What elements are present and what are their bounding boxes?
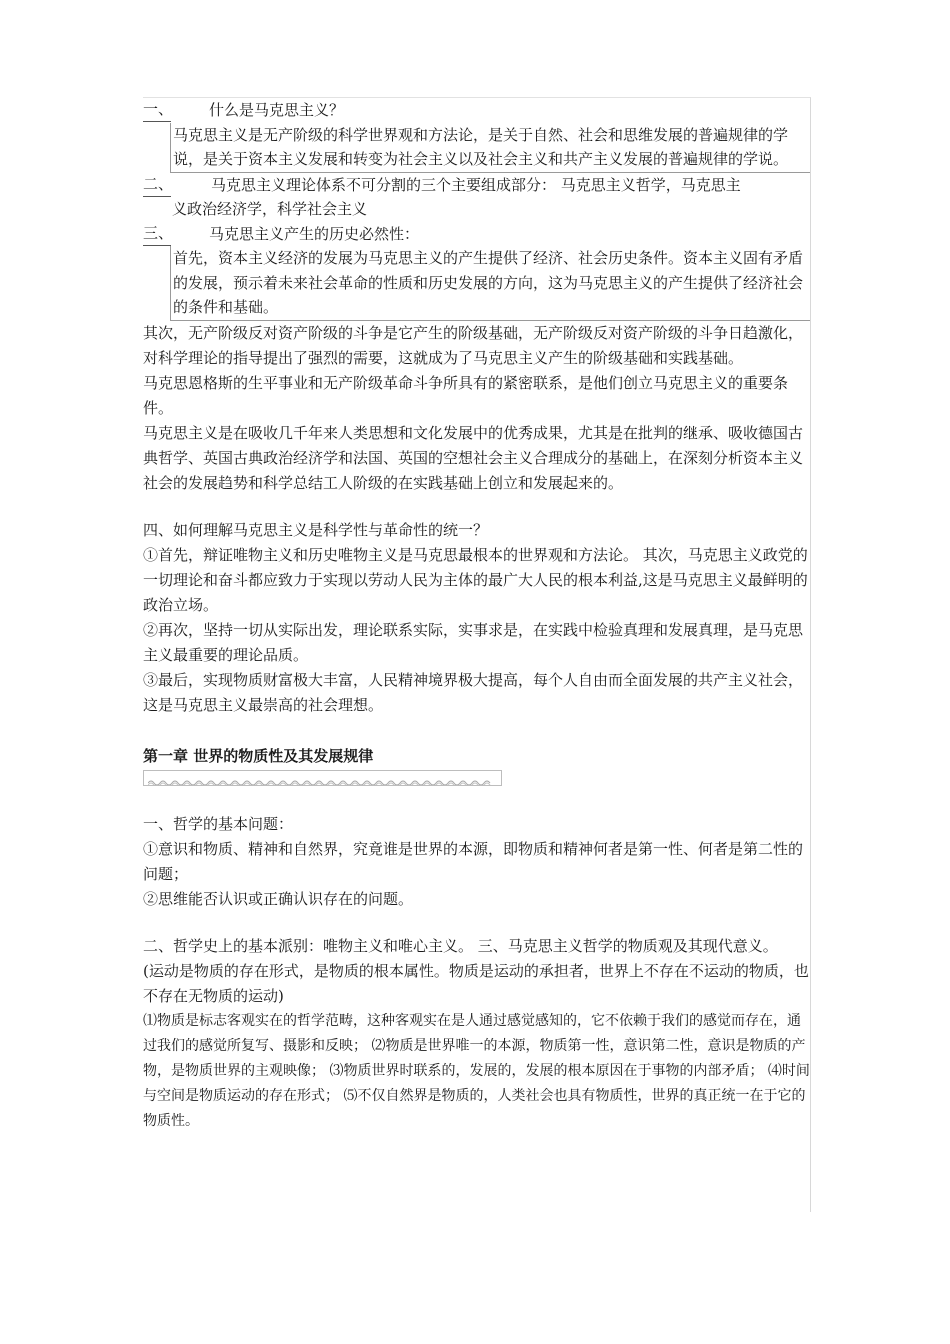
chapter-decorative-rule — [143, 770, 502, 786]
spacer — [143, 912, 810, 934]
section-4-paragraph-1: ①首先，辩证唯物主义和历史唯物主义是马克思最根本的世界观和方法论。 其次，马克思主义政党的一切理论和奋斗都应致力于实现以劳动人民为主体的最广大人民的根本利益,这是马克思主义最鲜明的政治立场。 — [143, 545, 808, 614]
section-3-heading — [143, 222, 810, 247]
section-4-paragraph-2: ②再次，坚持一切从实际出发，理论联系实际，实事求是，在实践中检验真理和发展真理，是马克思主义最重要的理论品质。 — [143, 620, 804, 664]
section-3-body: 首先，资本主义经济的发展为马克思主义的产生提供了经济、社会历史条件。资本主义固有矛盾的发展，预示着未来社会革命的性质和历史发展的方向，这为马克思主义的产生提供了经济社会的条件和基础。 — [170, 246, 810, 321]
section-title: 什么是马克思主义？ — [209, 101, 345, 119]
section-4-title: 四、如何理解马克思主义是科学性与革命性的统一？ — [143, 520, 489, 539]
section-3-paragraph-3: 马克思恩格斯的生平事业和无产阶级革命斗争所具有的紧密联系，是他们创立马克思主义的重要条件。 — [143, 373, 789, 417]
section-number: 二、 — [143, 173, 171, 197]
spacer — [143, 496, 810, 518]
chapter-1-q2-paragraph-2: ⑴物质是标志客观实在的哲学范畴，这种客观实在是人通过感觉感知的，它不依赖于我们的感觉而存在，通过我们的感觉所复写、摄影和反映； ⑵物质是世界唯一的本源，物质第一性，意识第二性，意识是物质的产物，是物质世界的主观映像； ⑶物质世界时联系的，发展的，发展的根本原因在于事物的内部矛盾； ⑷时间与空间是物质运动的存在形式； ⑸不仅自然界是物质的，人类社会也具有物质性，世界的真正统一在于它的物质性。 — [143, 1012, 810, 1129]
wave-ornament-icon — [148, 778, 497, 786]
section-title: 马克思主义产生的历史必然性： — [209, 224, 420, 243]
section-2-line2: 义政治经济学，科学社会主义 — [172, 200, 368, 218]
section-number: 三、 — [143, 222, 171, 246]
spacer — [143, 786, 810, 812]
section-3-paragraph-4: 马克思主义是在吸收几千年来人类思想和文化发展中的优秀成果，尤其是在批判的继承、吸收德国古典哲学、英国古典政治经济学和法国、英国的空想社会主义合理成分的基础上，在深刻分析资本主义社会的发展趋势和科学总结工人阶级的在实践基础上创立和发展起来的。 — [143, 423, 804, 492]
chapter-1-q1-paragraph-1: ①意识和物质、精神和自然界，究竟谁是世界的本源，即物质和精神何者是第一性、何者是第二性的问题； — [143, 839, 804, 883]
section-3-body-wrap — [143, 246, 810, 321]
document-content — [143, 97, 811, 1212]
chapter-1-q1-paragraph-2: ②思维能否认识或正确认识存在的问题。 — [143, 889, 414, 908]
chapter-1-q1-title: 一、哲学的基本问题： — [143, 814, 294, 833]
chapter-1-q2-paragraph-1: (运动是物质的存在形式，是物质的根本属性。物质是运动的承担者，世界上不存在不运动的物质，也不存在无物质的运动) — [143, 961, 809, 1005]
section-1-heading — [143, 98, 810, 123]
section-1-body-wrap — [143, 123, 810, 173]
spacer — [143, 718, 810, 738]
section-2 — [143, 173, 810, 222]
chapter-title: 第一章 世界的物质性及其发展规律 — [143, 746, 374, 765]
section-number: 一、 — [143, 98, 171, 122]
chapter-1-q2-line: 二、哲学史上的基本派别：唯物主义和唯心主义。 三、马克思主义哲学的物质观及其现代意义。 — [143, 936, 778, 955]
section-2-line1: 马克思主义理论体系不可分割的三个主要组成部分： 马克思主义哲学，马克思主 — [211, 175, 741, 194]
section-1-body: 马克思主义是无产阶级的科学世界观和方法论，是关于自然、社会和思维发展的普遍规律的学说，是关于资本主义发展和转变为社会主义以及社会主义和共产主义发展的普遍规律的学说。 — [170, 123, 810, 173]
section-3-paragraph-2: 其次，无产阶级反对资产阶级的斗争是它产生的阶级基础，无产阶级反对资产阶级的斗争日趋激化，对科学理论的指导提出了强烈的需要，这就成为了马克思主义产生的阶级基础和实践基础。 — [143, 323, 804, 367]
section-4-paragraph-3: ③最后，实现物质财富极大丰富，人民精神境界极大提高，每个人自由而全面发展的共产主义社会，这是马克思主义最崇高的社会理想。 — [143, 670, 804, 714]
